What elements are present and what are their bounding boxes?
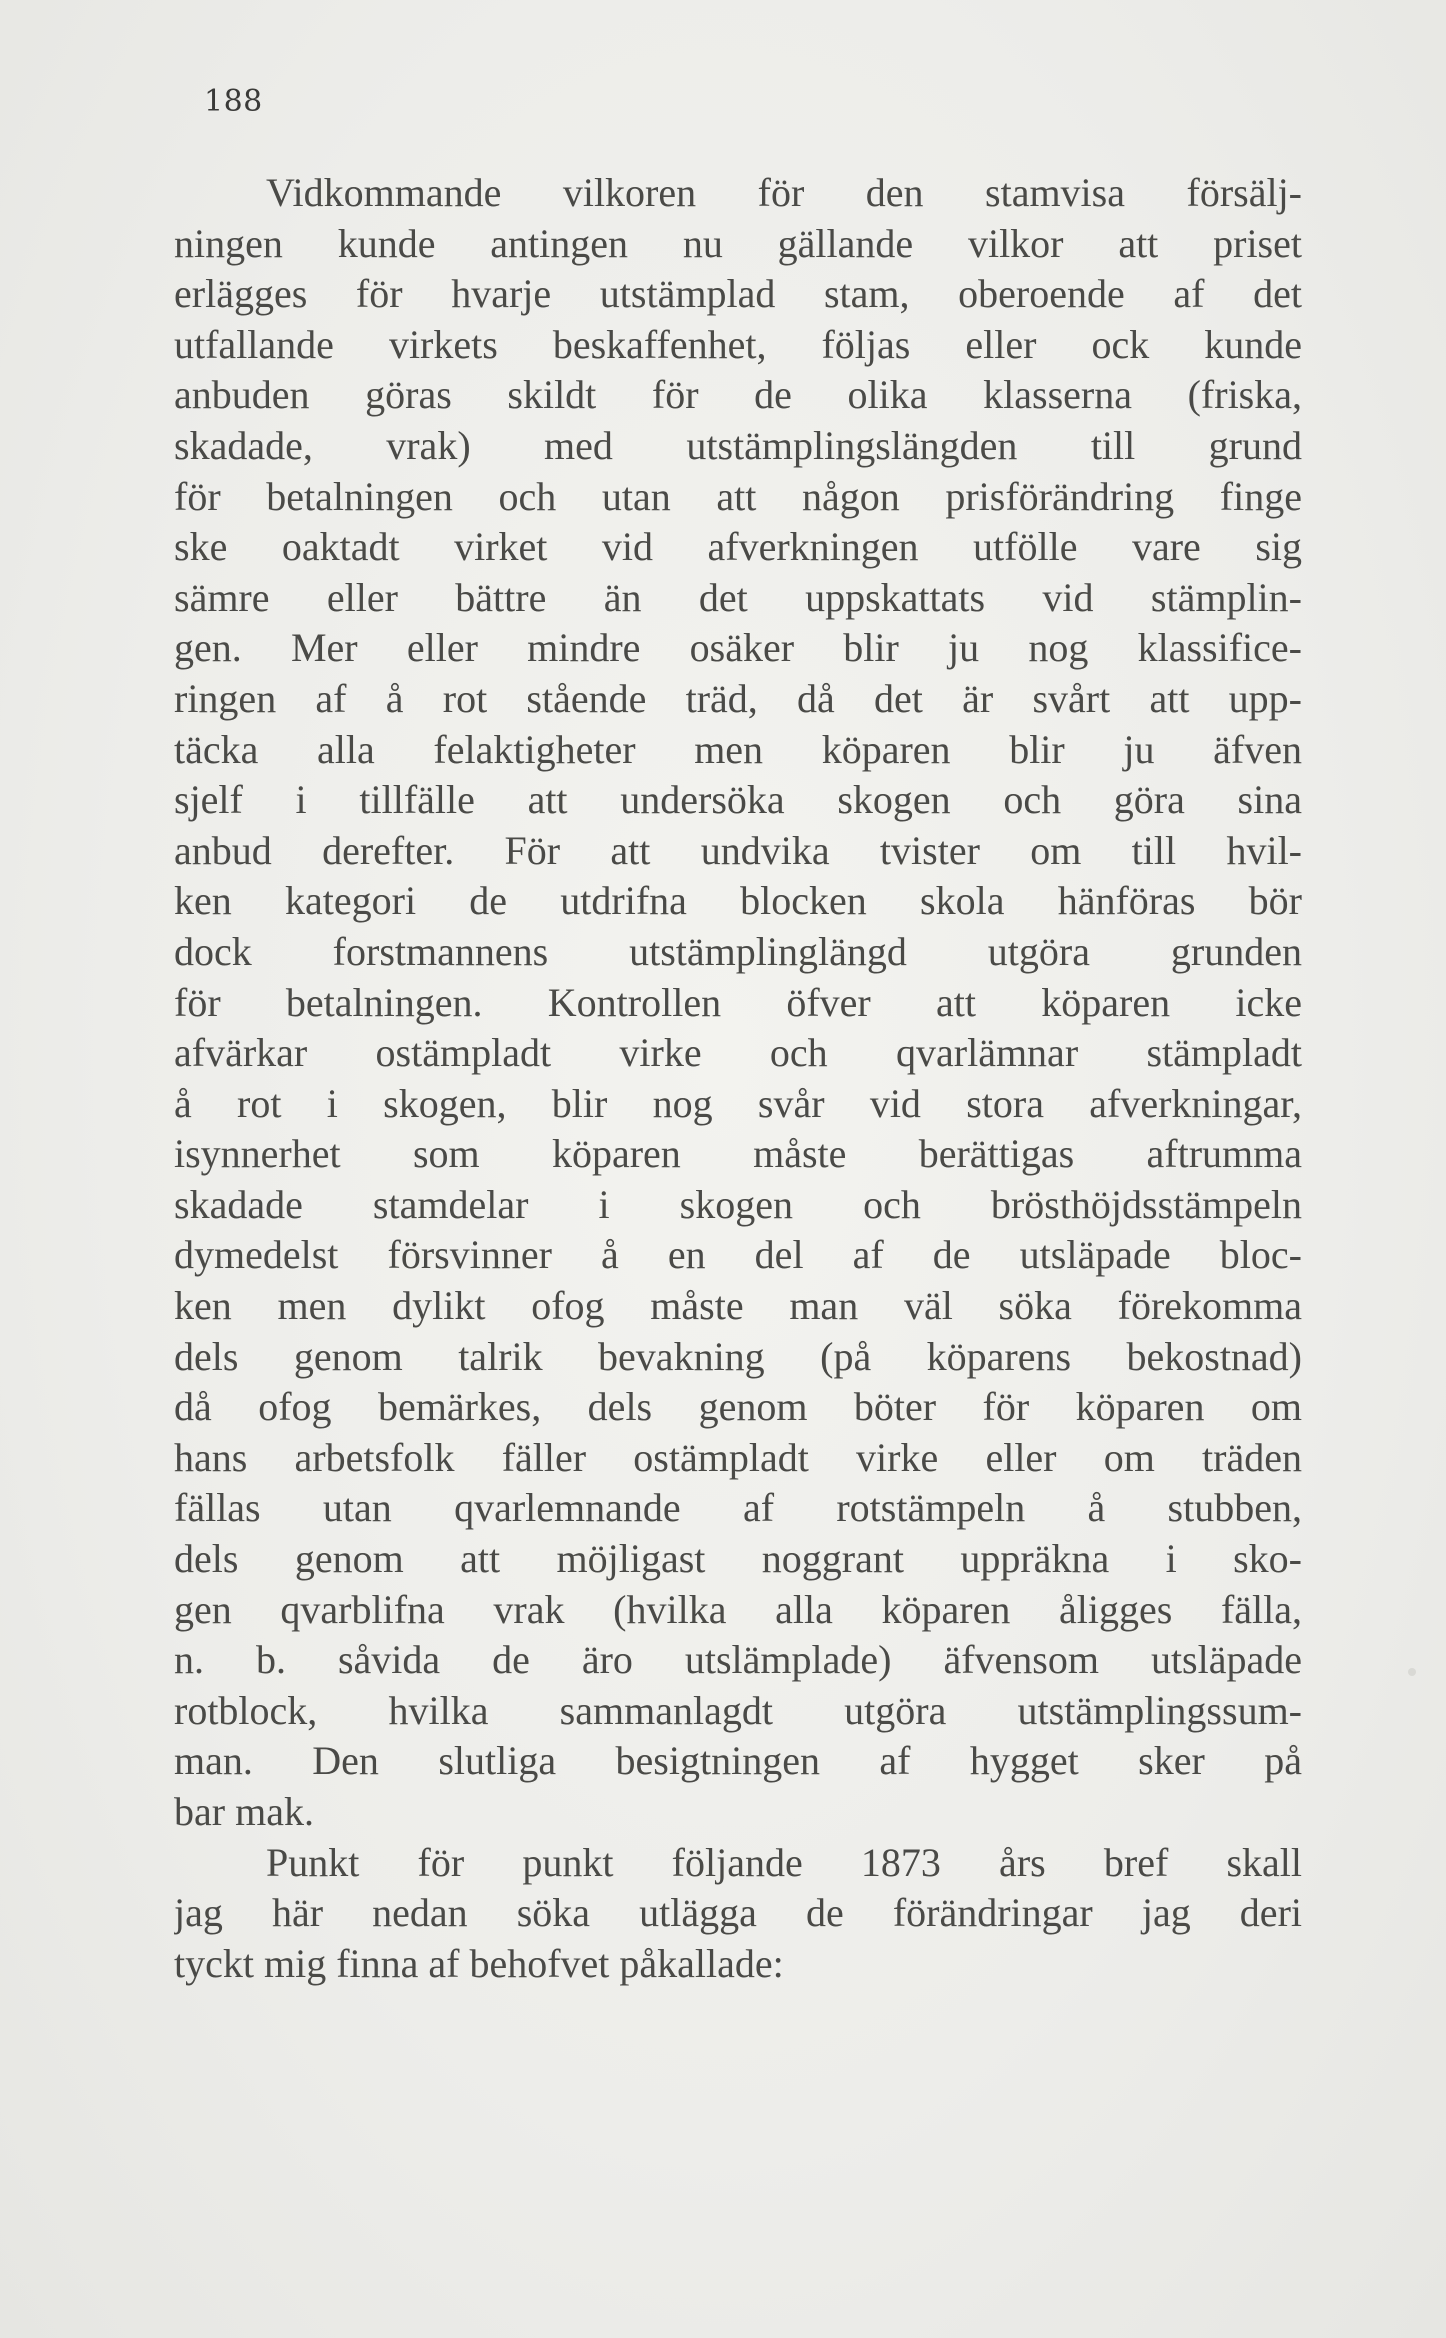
text-line: ken kategori de utdrifna blocken skola hänföras bör xyxy=(174,878,1302,924)
paragraph-2 xyxy=(174,1838,1302,1990)
text-line: dymedelst försvinner å en del af de utsläpade bloc- xyxy=(174,1232,1302,1278)
text-line: n. b. såvida de äro utslämplade) äfvensom utsläpade xyxy=(174,1637,1302,1683)
text-line: å rot i skogen, blir nog svår vid stora afverkningar, xyxy=(174,1080,1302,1126)
text-line: isynnerhet som köparen måste berättigas aftrumma xyxy=(174,1131,1302,1177)
page-number: 188 xyxy=(204,84,263,119)
text-line: anbuden göras skildt för de olika klasserna (friska, xyxy=(174,372,1302,418)
text-line: Punkt för punkt följande 1873 års bref skall xyxy=(266,1839,1302,1885)
text-line: afvärkar ostämpladt virke och qvarlämnar stämpladt xyxy=(174,1030,1302,1076)
text-line: gen. Mer eller mindre osäker blir ju nog klassifice- xyxy=(174,625,1302,671)
text-line: bar mak. xyxy=(174,1789,314,1834)
body-text xyxy=(174,168,1302,1989)
text-line: då ofog bemärkes, dels genom böter för köparen om xyxy=(174,1384,1302,1430)
text-line: ken men dylikt ofog måste man väl söka förekomma xyxy=(174,1283,1302,1329)
text-line: gen qvarblifna vrak (hvilka alla köparen åligges fälla, xyxy=(174,1586,1302,1632)
paragraph-1 xyxy=(174,168,1302,1838)
paper-speck xyxy=(1408,1668,1416,1676)
text-line: tyckt mig finna af behofvet påkallade: xyxy=(174,1940,784,1986)
text-line: ske oaktadt virket vid afverkningen utfölle vare sig xyxy=(174,524,1302,570)
text-line: skadade stamdelar i skogen och brösthöjdsstämpeln xyxy=(174,1181,1302,1227)
text-line: dels genom att möjligast noggrant uppräkna i sko- xyxy=(174,1536,1302,1582)
text-line: dels genom talrik bevakning (på köparens bekostnad) xyxy=(174,1333,1302,1379)
text-line: anbud derefter. För att undvika tvister om till hvil- xyxy=(174,827,1302,873)
text-line: jag här nedan söka utlägga de förändringar jag deri xyxy=(174,1890,1302,1936)
text-line: för betalningen. Kontrollen öfver att köparen icke xyxy=(174,979,1302,1025)
text-line: utfallande virkets beskaffenhet, följas eller ock kunde xyxy=(174,321,1302,367)
text-line: dock forstmannens utstämplinglängd utgöra grunden xyxy=(174,928,1302,974)
text-line: rotblock, hvilka sammanlagdt utgöra utstämplingssum- xyxy=(174,1687,1302,1733)
text-line: för betalningen och utan att någon prisförändring finge xyxy=(174,473,1302,519)
text-line: ringen af å rot stående träd, då det är svårt att upp- xyxy=(174,675,1302,721)
text-line: Vidkommande vilkoren för den stamvisa försälj- xyxy=(266,170,1302,215)
text-line: sjelf i tillfälle att undersöka skogen och göra sina xyxy=(174,777,1302,823)
text-line: erlägges för hvarje utstämplad stam, oberoende af det xyxy=(174,271,1302,317)
text-line: sämre eller bättre än det uppskattats vid stämplin- xyxy=(174,574,1302,620)
text-line: ningen kunde antingen nu gällande vilkor att priset xyxy=(174,220,1302,266)
text-line: man. Den slutliga besigtningen af hygget sker på xyxy=(174,1738,1302,1784)
text-line: fällas utan qvarlemnande af rotstämpeln å stubben, xyxy=(174,1485,1302,1531)
text-line: hans arbetsfolk fäller ostämpladt virke eller om träden xyxy=(174,1434,1302,1480)
text-line: täcka alla felaktigheter men köparen blir ju äfven xyxy=(174,726,1302,772)
text-line: skadade, vrak) med utstämplingslängden till grund xyxy=(174,422,1302,468)
